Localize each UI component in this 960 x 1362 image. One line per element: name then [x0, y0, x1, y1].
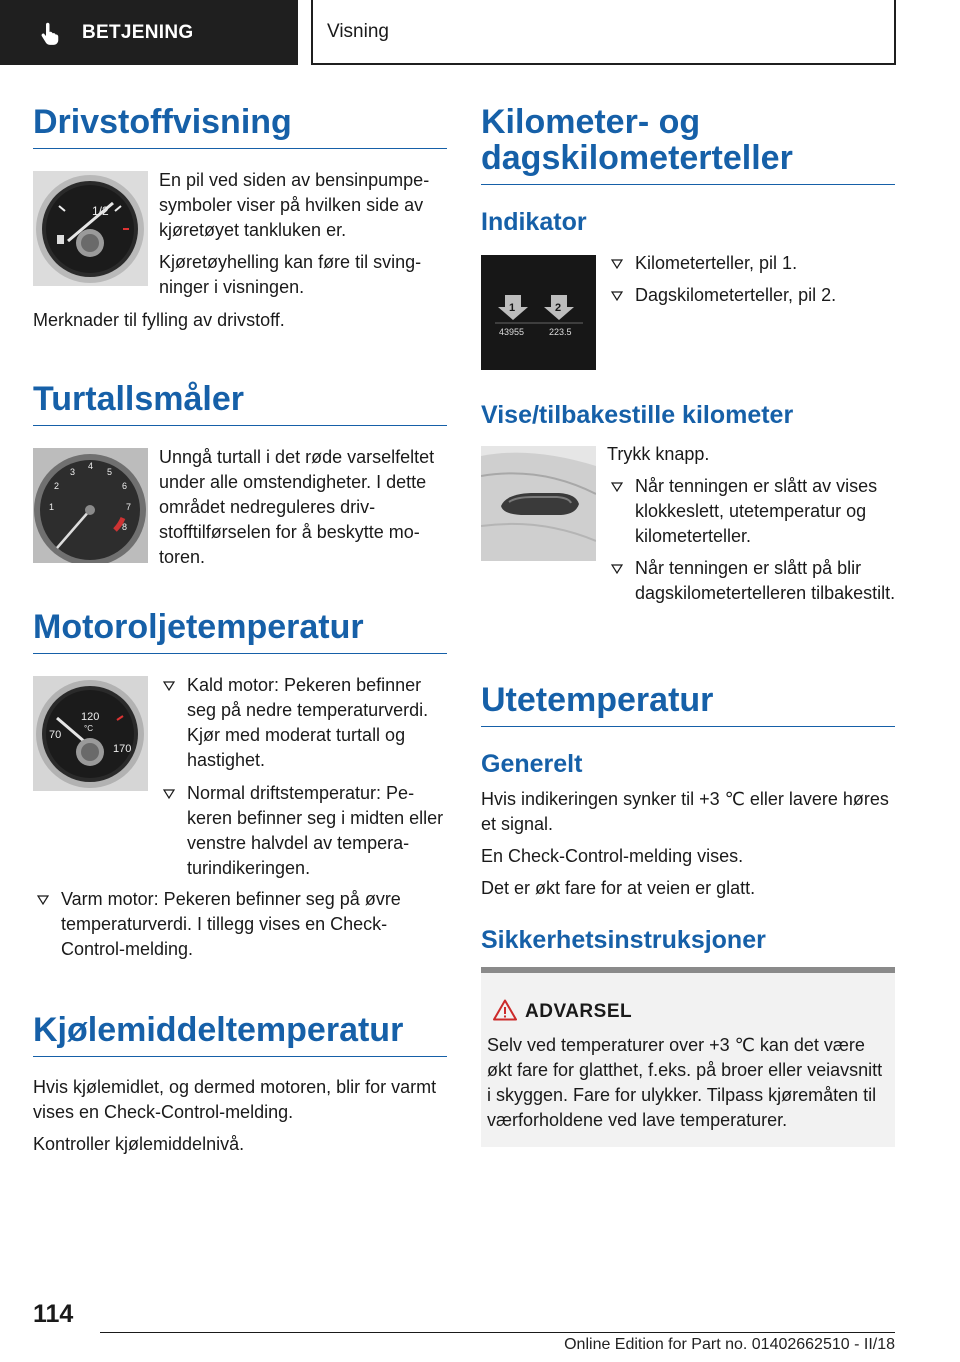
fuel-heading: Drivstoffvisning: [33, 104, 447, 149]
outside-text-2: En Check-Control-melding vises.: [481, 846, 744, 866]
indicator-heading: Indikator: [481, 208, 587, 236]
tacho-tick: 6: [122, 481, 128, 491]
oil-bullet-1-text: Kald motor: Pekeren befinner seg på nedre temperaturverdi. Kjør med moderat turtall og hastighet.: [187, 675, 429, 770]
oil-gauge-unit: °C: [84, 724, 93, 733]
bullet-triangle-icon: [37, 895, 49, 905]
fuel-gauge-label: 1/2: [92, 204, 109, 218]
warning-triangle-icon: [493, 999, 517, 1021]
tacho-tick: 3: [70, 467, 76, 477]
tacho-tick: 4: [88, 461, 94, 471]
odo-bullet-1-text: Kilometerteller, pil 1.: [635, 253, 798, 273]
page-number: 114: [33, 1300, 74, 1328]
coolant-text-2: Kontroller kjølemiddelnivå.: [33, 1134, 245, 1154]
reset-bullet-1-text: Når tenningen er slått av vises klokkeslett, utetemperatur og kilometerteller.: [635, 476, 878, 546]
section-tab: [0, 0, 298, 65]
tacho-heading: Turtallsmåler: [33, 381, 447, 426]
odo-arrow-2-label: 2: [555, 302, 562, 314]
fuel-text-3: Merknader til fylling av drivstoff.: [33, 310, 285, 330]
section-label: BETJENING: [82, 21, 194, 43]
fuel-text-2: Kjøretøyhelling kan føre til svingninger i visningen.: [159, 252, 422, 297]
bullet-triangle-icon: [163, 681, 175, 691]
odo-arrow-1-label: 1: [509, 302, 516, 314]
oil-bullet-1: [159, 673, 451, 773]
oil-gauge-low: 70: [49, 729, 62, 741]
bullet-triangle-icon: [611, 564, 623, 574]
edition-footer: Online Edition for Part no. 01402662510 - II/18: [564, 1336, 895, 1353]
odo-value-1: 43955: [499, 327, 525, 337]
reset-bullet-2: [607, 556, 899, 606]
hand-pointer-icon: [38, 20, 64, 46]
odo-heading: Kilometer- og dagskilometerteller: [481, 104, 895, 185]
safety-heading: Sikkerhetsinstruksjoner: [481, 926, 766, 954]
coolant-heading: Kjølemiddeltemperatur: [33, 1012, 447, 1057]
bullet-triangle-icon: [611, 291, 623, 301]
fuel-text-1: En pil ved siden av bensinpumpesymboler viser på hvilken side av kjøretøyet tankluken er.: [159, 170, 430, 240]
coolant-text-1: Hvis kjølemidlet, og dermed motoren, blir for varmt vises en Check-Control-melding.: [33, 1077, 437, 1122]
warning-box: [481, 967, 895, 1147]
oil-bullet-3-text: Varm motor: Pekeren befinner seg på øvre temperaturverdi. I tillegg vises en Check-Control-melding.: [61, 889, 401, 959]
oil-bullet-2: [159, 781, 451, 881]
fuel-gauge-figure: [33, 171, 148, 286]
tacho-tick: 2: [54, 481, 60, 491]
subsection-label: Visning: [327, 20, 389, 42]
oil-gauge-figure: [33, 676, 148, 791]
outside-text-3: Det er økt fare for at veien er glatt.: [481, 878, 756, 898]
oil-bullet-2-text: Normal driftstemperatur: Pekeren befinner seg i midten eller venstre halvdel av temperaturindikeringen.: [187, 783, 444, 878]
odo-bullet-2-text: Dagskilometerteller, pil 2.: [635, 285, 837, 305]
bullet-triangle-icon: [611, 259, 623, 269]
odo-bullet-2: [607, 283, 897, 308]
outside-heading: Utetemperatur: [481, 682, 895, 727]
oil-heading: Motoroljetemperatur: [33, 609, 447, 654]
tacho-figure: [33, 448, 148, 563]
tacho-tick: 5: [107, 467, 113, 477]
tacho-text: Unngå turtall i det røde varselfeltet under alle omstendigheter. I dette området nedreguleres drivstofftilførselen for å beskytte motoren.: [159, 447, 435, 567]
outside-text-1: Hvis indikeringen synker til +3 ℃ eller lavere høres et signal.: [481, 789, 889, 834]
odometer-figure: [481, 255, 596, 370]
odo-value-2: 223.5: [549, 327, 572, 337]
warning-title: ADVARSEL: [525, 1001, 633, 1022]
reset-bullet-2-text: Når tenningen er slått på blir dagskilometertelleren tilbakestilt.: [635, 558, 896, 603]
tacho-tick: 1: [49, 502, 55, 512]
odo-bullet-1: [607, 251, 897, 276]
reset-heading: Vise/tilbakestille kilometer: [481, 401, 794, 429]
oil-gauge-high: 170: [113, 743, 132, 755]
reset-text: Trykk knapp.: [607, 444, 710, 464]
reset-bullet-1: [607, 474, 899, 549]
reset-button-figure: [481, 446, 596, 561]
general-heading: Generelt: [481, 750, 583, 778]
subsection-tab: [311, 0, 896, 65]
oil-bullet-3: [33, 887, 447, 962]
tacho-tick: 8: [122, 522, 128, 532]
bullet-triangle-icon: [611, 482, 623, 492]
warning-text: Selv ved temperaturer over +3 ℃ kan det være økt fare for glatthet, f.eks. på broer eller veiavsnitt i skyggen. Fare for ulykker. Tilpass kjøremåten til værforholdene ved lave temperaturer.: [487, 1035, 883, 1130]
tacho-tick: 7: [126, 502, 132, 512]
oil-gauge-mid: 120: [81, 711, 100, 723]
footer-divider: [100, 1332, 895, 1333]
bullet-triangle-icon: [163, 789, 175, 799]
